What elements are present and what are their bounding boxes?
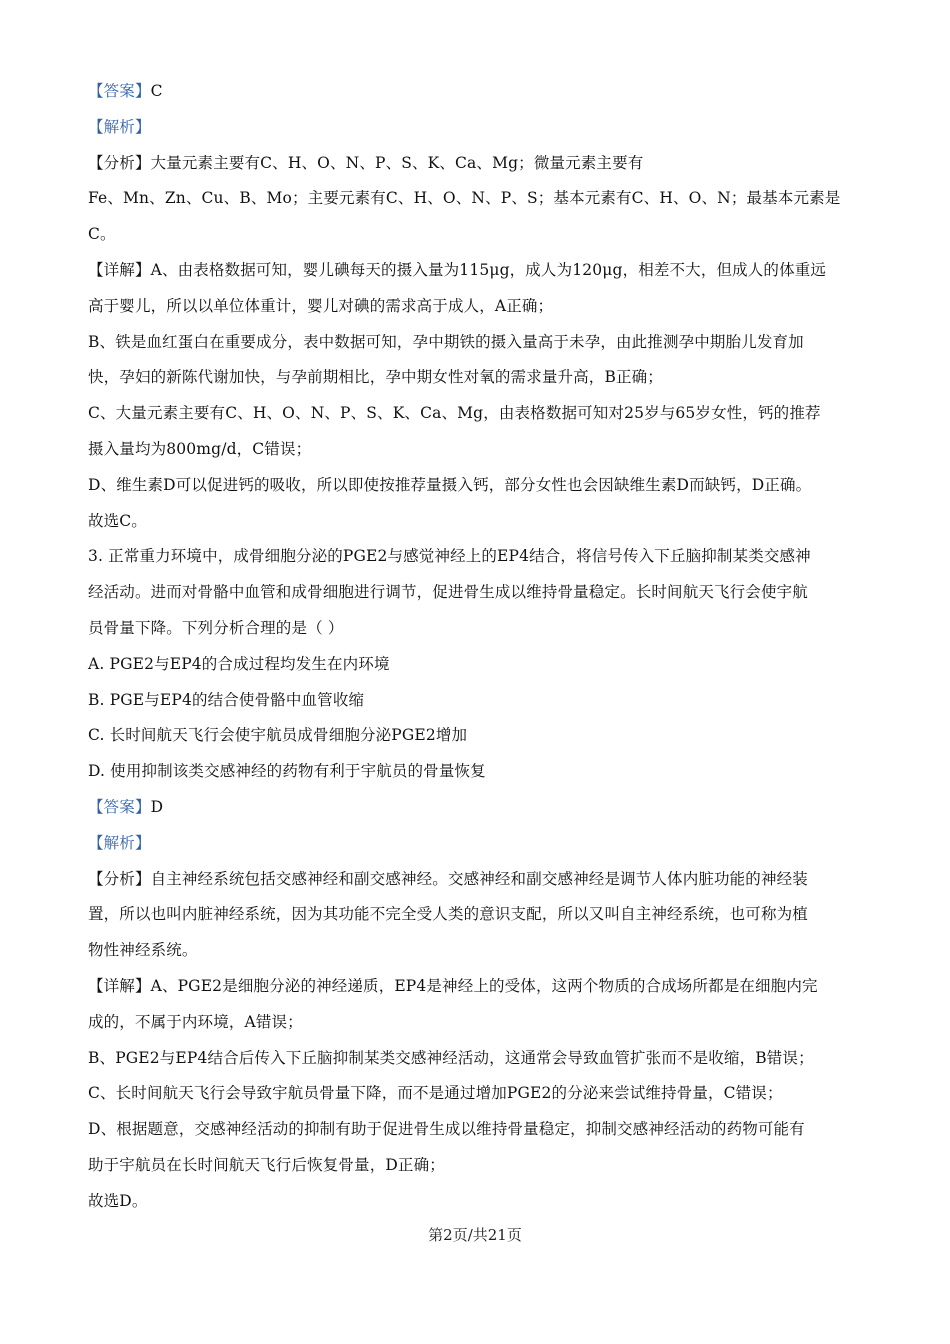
q3-stem-line-2: 经活动。进而对骨骼中血管和成骨细胞进行调节，促进骨生成以维持骨量稳定。长时间航天飞行会使宇航: [88, 583, 808, 602]
q3-option-d: D. 使用抑制该类交感神经的药物有利于宇航员的骨量恢复: [88, 762, 486, 781]
analysis-text: 大量元素主要有C、H、O、N、P、S、K、Ca、Mg；微量元素主要有: [150, 153, 644, 172]
q2-analysis-line-3: C。: [88, 225, 116, 244]
q3-detail-line-1: [88, 969, 872, 1005]
q3-detail-line-4: C、长时间航天飞行会导致宇航员骨量下降，而不是通过增加PGE2的分泌来尝试维持骨量，C错误；: [88, 1084, 783, 1103]
document-page: [88, 74, 872, 1220]
q3-detail-line-6: 助于宇航员在长时间航天飞行后恢复骨量，D正确；: [88, 1155, 445, 1174]
q2-detail-line-2: 高于婴儿，所以以单位体重计，婴儿对碘的需求高于成人，A正确；: [88, 296, 554, 315]
q2-detail-line-1: [88, 253, 872, 289]
q2-analysis-line-2: Fe、Mn、Zn、Cu、B、Mo；主要元素有C、H、O、N、P、S；基本元素有C、H、O、N；最基本元素是: [88, 189, 841, 208]
detail-tag: 【详解】: [88, 260, 151, 279]
q2-answer-line: [88, 74, 872, 110]
q2-detail-line-8: 故选C。: [88, 511, 147, 530]
q2-detail-line-5: C、大量元素主要有C、H、O、N、P、S、K、Ca、Mg，由表格数据可知对25岁与65岁女性，钙的推荐: [88, 404, 821, 423]
answer-value: C: [150, 82, 163, 100]
q3-detail-line-3: B、PGE2与EP4结合后传入下丘脑抑制某类交感神经活动，这通常会导致血管扩张而不是收缩，B错误；: [88, 1048, 814, 1067]
q3-detail-line-5: D、根据题意，交感神经活动的抑制有助于促进骨生成以维持骨量稳定，抑制交感神经活动的药物可能有: [88, 1120, 805, 1139]
detail-tag: 【详解】: [88, 976, 151, 995]
q3-analysis-line-3: 物性神经系统。: [88, 941, 198, 960]
q3-option-c: C. 长时间航天飞行会使宇航员成骨细胞分泌PGE2增加: [88, 726, 468, 745]
q2-detail-line-6: 摄入量均为800mg/d，C错误；: [88, 439, 312, 458]
analysis-tag: 【分析】: [88, 153, 151, 172]
q3-option-a: A. PGE2与EP4的合成过程均发生在内环境: [88, 654, 390, 673]
detail-text: A、由表格数据可知，婴儿碘每天的摄入量为115μg，成人为120μg，相差不大，但成人的体重远: [150, 260, 827, 279]
q2-detail-line-3: B、铁是血红蛋白在重要成分，表中数据可知，孕中期铁的摄入量高于未孕，由此推测孕中期胎儿发育加: [88, 332, 804, 351]
q3-explain-tag: 【解析】: [88, 833, 151, 852]
detail-text: A、PGE2是细胞分泌的神经递质，EP4是神经上的受体，这两个物质的合成场所都是在细胞内完: [150, 976, 818, 995]
answer-tag: 【答案】: [88, 797, 151, 816]
q2-detail-line-7: D、维生素D可以促进钙的吸收，所以即使按推荐量摄入钙，部分女性也会因缺维生素D而缺钙，D正确。: [88, 475, 812, 494]
q3-answer-line: [88, 790, 872, 826]
q3-detail-line-2: 成的，不属于内环境，A错误；: [88, 1012, 303, 1031]
q3-analysis-line-2: 置，所以也叫内脏神经系统，因为其功能不完全受人类的意识支配，所以又叫自主神经系统，也可称为植: [88, 905, 808, 924]
q2-explain-tag: 【解析】: [88, 117, 151, 136]
answer-value: D: [150, 797, 164, 816]
q3-stem-line-1: 3. 正常重力环境中，成骨细胞分泌的PGE2与感觉神经上的EP4结合，将信号传入下丘脑抑制某类交感神: [88, 547, 811, 566]
q2-detail-line-4: 快，孕妇的新陈代谢加快，与孕前期相比，孕中期女性对氧的需求量升高，B正确；: [88, 368, 663, 387]
analysis-tag: 【分析】: [88, 869, 151, 888]
q3-stem-line-3: 员骨量下降。下列分析合理的是（ ）: [88, 618, 344, 637]
answer-tag: 【答案】: [88, 82, 151, 100]
q3-analysis-line-1: [88, 862, 872, 898]
q3-option-b: B. PGE与EP4的结合使骨骼中血管收缩: [88, 690, 365, 709]
page-footer: 第2页/共21页: [428, 1226, 522, 1244]
q2-analysis-line-1: [88, 146, 872, 182]
analysis-text: 自主神经系统包括交感神经和副交感神经。交感神经和副交感神经是调节人体内脏功能的神经装: [150, 869, 808, 888]
q3-detail-line-7: 故选D。: [88, 1191, 148, 1210]
